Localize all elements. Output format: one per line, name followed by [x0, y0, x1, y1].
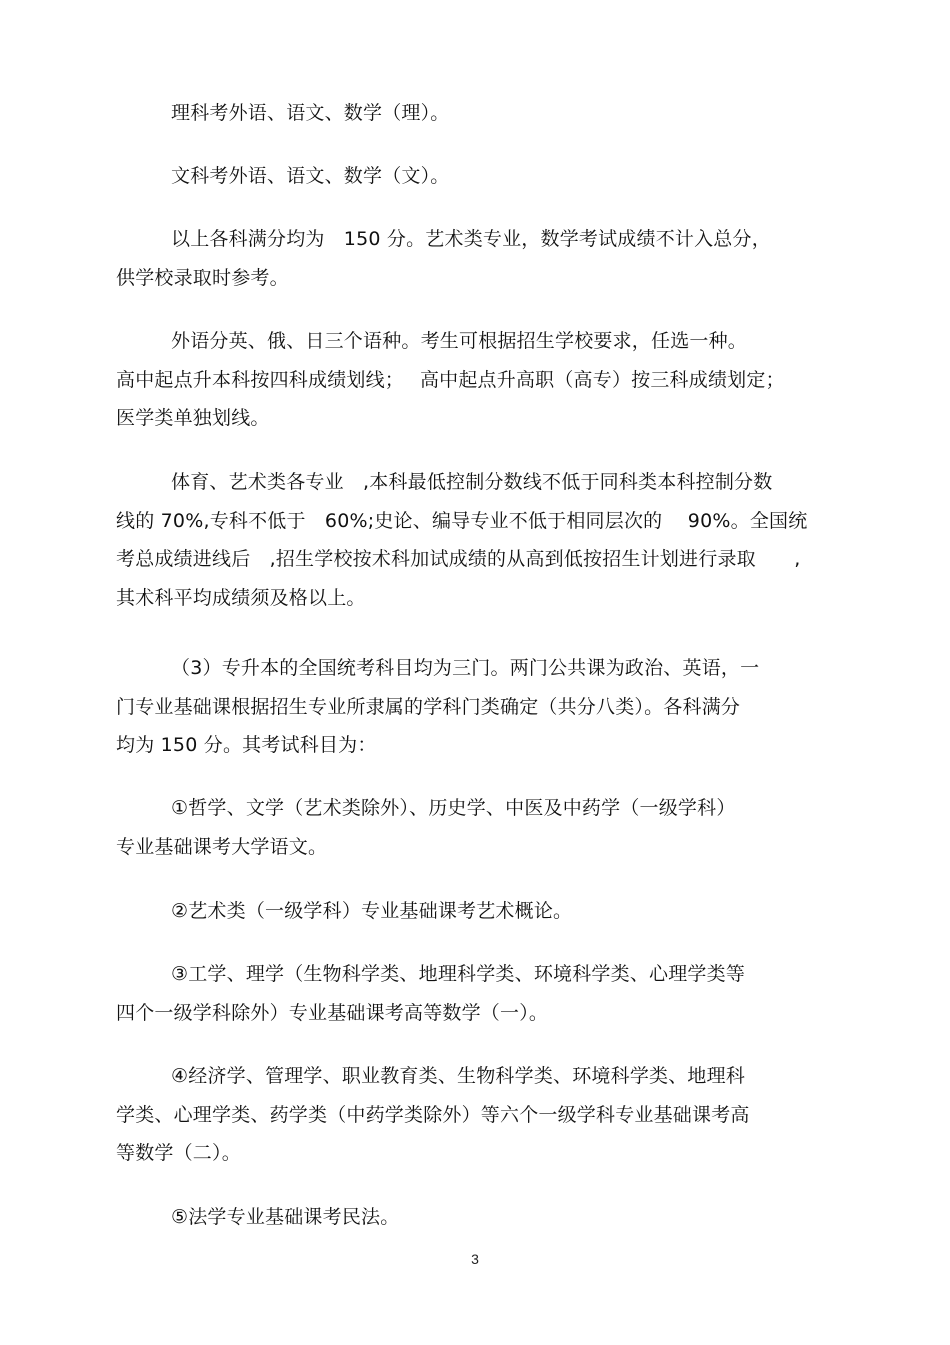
- paragraph-item-4: [116, 1057, 851, 1173]
- paragraph-full-score: [116, 220, 851, 297]
- text-line: 四个一级学科除外）专业基础课考高等数学（一）。: [116, 1001, 549, 1024]
- text-line: 文科考外语、语文、数学（文）。: [171, 165, 450, 187]
- paragraph-science-subjects: [116, 94, 851, 133]
- page-number: 3: [471, 1251, 479, 1267]
- paragraph-liberal-arts-subjects: [116, 157, 851, 196]
- paragraph-item-3: [116, 955, 851, 1032]
- paragraph-item-5: [116, 1198, 851, 1237]
- text-line: 均为 150 分。其考试科目为：: [116, 734, 377, 756]
- paragraph-sports-arts: [116, 463, 851, 617]
- text-line: ②艺术类（一级学科）专业基础课考艺术概论。: [171, 900, 573, 922]
- paragraph-item-2: [116, 892, 851, 931]
- text-line: ⑤法学专业基础课考民法。: [171, 1206, 400, 1228]
- text-line: 高中起点升本科按四科成绩划线； 高中起点升高职（高专）按三科成绩划定；: [116, 368, 785, 391]
- text-line: 专业基础课考大学语文。: [116, 835, 328, 858]
- text-line: 等数学（二）。: [116, 1142, 241, 1164]
- text-line: 门专业基础课根据招生专业所隶属的学科门类确定（共分八类）。各科满分: [116, 695, 741, 718]
- text-line: 理科考外语、语文、数学（理）。: [171, 102, 450, 124]
- text-line: 学类、心理学类、药学类（中药学类除外）等六个一级学科专业基础课考高: [116, 1103, 750, 1126]
- paragraph-upgrade-exam: [116, 649, 851, 765]
- text-line: ④经济学、管理学、职业教育类、生物科学类、环境科学类、地理科: [171, 1065, 746, 1087]
- text-line: 医学类单独划线。: [116, 407, 270, 429]
- text-line: 体育、艺术类各专业 ,本科最低控制分数线不低于同科类本科控制分数: [171, 471, 773, 493]
- text-line: 供学校录取时参考。: [116, 266, 289, 289]
- text-line: 考总成绩进线后 ,招生学校按术科加试成绩的从高到低按招生计划进行录取 ,: [116, 548, 801, 570]
- text-line: 其术科平均成绩须及格以上。: [116, 586, 366, 609]
- text-line: ①哲学、文学（艺术类除外）、历史学、中医及中药学（一级学科）: [171, 797, 736, 819]
- text-line: 线的 70%,专科不低于 60%;史论、编导专业不低于相同层次的 90%。全国统: [116, 509, 808, 532]
- paragraph-foreign-language: [116, 322, 851, 438]
- text-line: ③工学、理学（生物科学类、地理科学类、环境科学类、心理学类等: [171, 963, 746, 985]
- text-line: （3）专升本的全国统考科目均为三门。两门公共课为政治、英语，一: [171, 657, 760, 679]
- paragraph-item-1: [116, 789, 851, 866]
- text-line: 外语分英、俄、日三个语种。考生可根据招生学校要求，任选一种。: [171, 330, 748, 352]
- text-line: 以上各科满分均为 150 分。艺术类专业，数学考试成绩不计入总分，: [171, 228, 771, 250]
